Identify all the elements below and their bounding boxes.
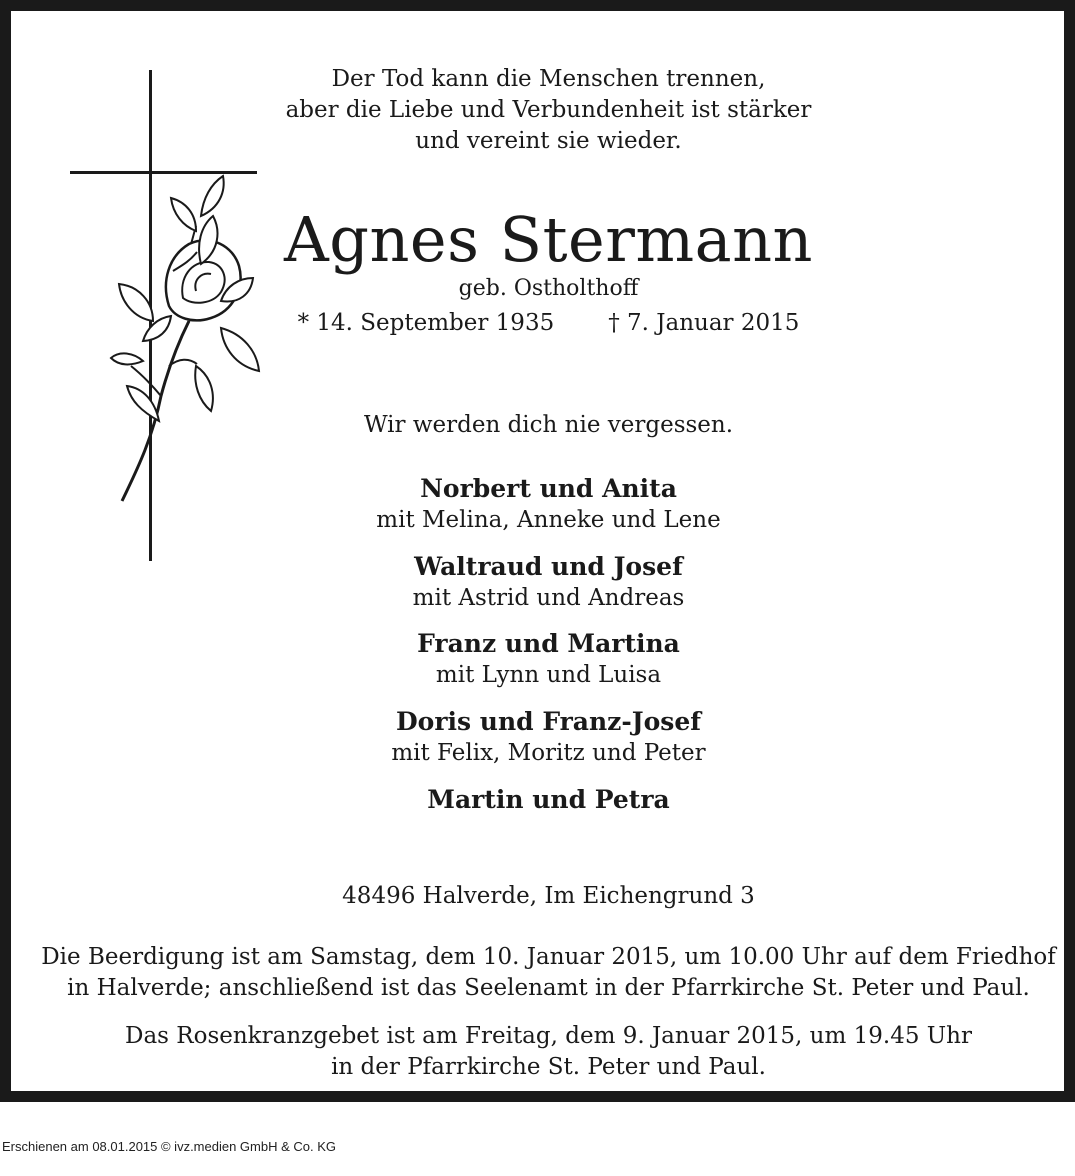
- closing-line: Wir werden dich nie vergessen.: [363, 412, 734, 438]
- family-address: 48496 Halverde, Im Eichengrund 3: [342, 883, 755, 909]
- deceased-name: Agnes Stermann: [284, 203, 813, 276]
- death-date: † 7. Januar 2015: [608, 310, 800, 336]
- mourner-names: Waltraud und Josef: [414, 552, 683, 581]
- mourner-children: mit Melina, Anneke und Lene: [376, 507, 721, 533]
- mourner-children: mit Lynn und Luisa: [435, 662, 662, 688]
- funeral-line: in Halverde; anschließend ist das Seelenamt in der Pfarrkirche St. Peter und Paul.: [67, 975, 1030, 1001]
- birth-name: geb. Ostholthoff: [458, 276, 639, 301]
- funeral-line: Die Beerdigung ist am Samstag, dem 10. Januar 2015, um 10.00 Uhr auf dem Friedhof: [41, 944, 1056, 970]
- mourner-children: mit Astrid und Andreas: [412, 585, 685, 611]
- funeral-notice: [11, 942, 1075, 1004]
- mourner-group: [11, 706, 1075, 769]
- motto-line: und vereint sie wieder.: [415, 128, 682, 154]
- mourner-group: [11, 551, 1075, 614]
- motto-line: aber die Liebe und Verbundenheit ist stärker: [285, 97, 812, 123]
- rosary-line: Das Rosenkranzgebet ist am Freitag, dem 9. Januar 2015, um 19.45 Uhr: [125, 1023, 972, 1049]
- rosary-line: in der Pfarrkirche St. Peter und Paul.: [331, 1054, 766, 1080]
- motto-line: Der Tod kann die Menschen trennen,: [331, 66, 766, 92]
- motto: [11, 64, 1075, 157]
- life-dates: [11, 307, 1075, 339]
- birth-date: * 14. September 1935: [297, 310, 555, 336]
- mourner-group: [11, 473, 1075, 536]
- rosary-notice: [11, 1021, 1075, 1083]
- mourner-names: Doris und Franz-Josef: [395, 707, 701, 736]
- mourner-names: Martin und Petra: [427, 785, 670, 814]
- mourner-group: [11, 784, 1075, 816]
- mourner-children: mit Felix, Moritz und Peter: [391, 740, 706, 766]
- mourner-names: Norbert und Anita: [420, 474, 677, 503]
- mourner-group: [11, 628, 1075, 691]
- mourner-names: Franz und Martina: [417, 629, 680, 658]
- publication-footer: Erschienen am 08.01.2015 © ivz.medien GmbH & Co. KG: [2, 1139, 337, 1154]
